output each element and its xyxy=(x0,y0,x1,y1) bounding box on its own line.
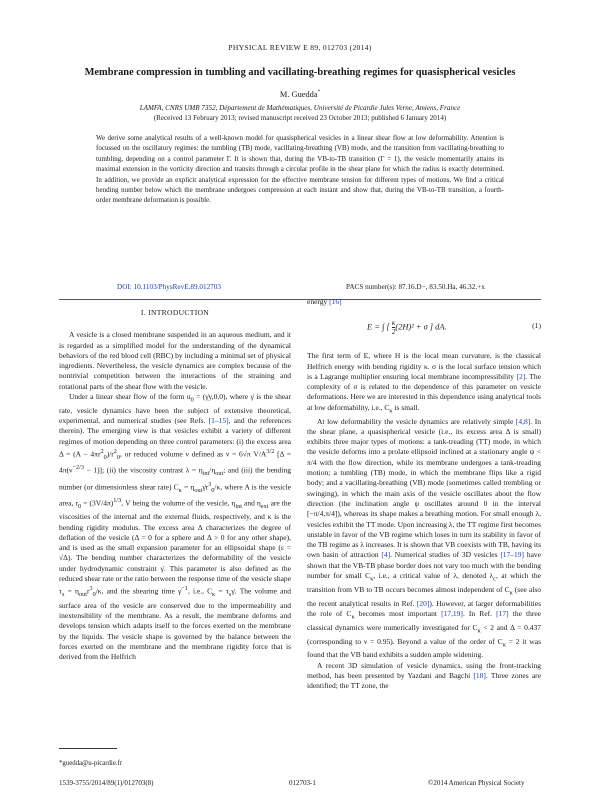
citation-link[interactable]: [17] xyxy=(496,608,509,618)
intro-paragraph-2: Under a linear shear flow of the form $u_0$ = (γ̇y,0,0), where γ̇ is the shear rate, vesicle dynamics have been the subject of extensive theoretical, experimental, and numerical studies (see Refs. [1–15], and the references therein). The emerging view is that vesicles exhibit a variety of different regimes of motion depending on three control parameters: (i) the excess area $\Delta = (A - 4\pi r^2_0)/r^2_0$, or reduced volume ν defined as ν = 6√π $V/A^{3/2}$ $[\Delta = 4\pi(\nu^{-2/3} - 1)]$; (ii) the viscosity contrast $\lambda = \eta_{int}/\eta_{out}$; and (iii) the bending number (or dimensionless shear rate) $C_\kappa$ = $\eta_{out}\gammȧr^3_0/\kappa$, where A is the vesicle area, $r_0 = (3V/4\pi)^{1/3}$, V being the volume of the vesicle, $\eta_{int}$ and $\eta_{ext}$ are the viscosities of the internal and the external fluids, respectively, and κ is the bending rigidity modulus. The excess area Δ characterizes the degree of deflation of the vesicle (Δ = 0 for a sphere and Δ > 0 for any other shape), and is used as the small expansion parameter for an ellipsoidal shape (ε = √Δ). The bending number characterizes the deformability of the vesicle under hydrodynamic constraint γ̇. This parameter is also defined as the reduced shear rate or the ratio between the response time of the vesicle shape $\tau_s = \eta_{out}r^3_0/\kappa$, and the shearing time γ̇$^{-1}$, i.e., $C_\kappa$ = $\tau_s\gammȧ$. The volume and surface area of the vesicle are conserved due to the impermeability and inextensibility of the membrane. As a result, the membrane deforms and develops tension which adapts itself to the forces exerted on the membrane by the liquids. The vesicle shape is governed by the balance between the forces exerted on the membrane and the membrane rigidity force that is derived from the Helfrich xyxy=(59,392,292,662)
equation-body: E = ∫ [ $\frac{\kappa}{2}$ (2H)² + σ ] dA. xyxy=(367,318,447,337)
citation-link[interactable]: [17,19] xyxy=(441,608,463,618)
received-dates: (Received 13 February 2013; revised manuscript received 23 October 2013; published 6 January 2014) xyxy=(153,114,447,122)
citation-link[interactable]: [4,8] xyxy=(515,416,531,426)
right-paragraph-2: At low deformability the vesicle dynamics are relatively simple [4,8]. In the shear plane, a quasispherical vesicle (i.e., its excess area Δ is small) exhibits three major types of motions: a tank-treading (TT) mode, in which the vesicle deforms into a prolate ellipsoid inclined at a stationary angle ψ < π/4 with the flow direction, while its membrane undergoes a tank-treading motion; a tumbling (TB) mode, in which the membrane flips like a rigid body; and a vacillating-breathing (VB) mode (sometimes called trembling or swinging), in which the main axis of the vesicle oscillates about the flow direction (the inclination angle ψ oscillates around 0 in the interval [−π/4,π/4]), whereas its shape makes a breathing motion. For small enough λ, vesicles exhibit the TT mode. Upon increasing λ, the TT regime first becomes unstable in favor of the VB regime which loses in turn its stability in favor of the TB regime as λ increases. It is shown that VB coexists with TB, having its own basin of attraction [4]. Numerical studies of 3D vesicles [17–19] have shown that the VB-TB phase border does not vary too much with the bending number for small $C_\kappa$, i.e., a critical value of λ, denoted $\lambda_c$, at which the transition from VB to TB occurs becomes almost independent of $C_\kappa$ (see also the recent analytical results in Ref. [20]). However, at larger deformabilities the role of $C_\kappa$ becomes most important [17,19]. In Ref. [17] the three classical dynamics were numerically investigated for $C_\kappa < 2$ and Δ = 0.437 (corresponding to ν = 0.95). Beyond a value of the order of $C_\kappa = 2$ it was found that the VB band exhibits a sudden ample widening. xyxy=(307,416,542,660)
doi-link[interactable]: DOI: 10.1103/PhysRevE.89.012703 xyxy=(117,283,221,291)
citation-link[interactable]: [17–19] xyxy=(500,550,525,560)
citation-link[interactable]: [1–15] xyxy=(208,416,229,426)
citation-link[interactable]: [2] xyxy=(516,371,526,381)
page-number: 012703-1 xyxy=(289,779,316,787)
author-email-footnote: *guedda@u-picardie.fr xyxy=(59,760,123,767)
right-column xyxy=(307,297,541,692)
equation-number: (1) xyxy=(532,321,541,331)
pacs-numbers: PACS number(s): 87.16.D−, 83.50.Ha, 46.32.+x xyxy=(346,283,485,291)
footnote-divider xyxy=(59,748,117,749)
citation-link[interactable]: [16] xyxy=(329,297,342,306)
energy-intro: energy [16] xyxy=(307,297,342,306)
citation-link[interactable]: [20] xyxy=(416,598,430,608)
author xyxy=(0,90,600,99)
paper-title: Membrane compression in tumbling and vacillating-breathing regimes for quasispherical vesicles xyxy=(84,67,516,78)
section-heading: I. INTRODUCTION xyxy=(140,308,210,317)
citation-link[interactable]: [4] xyxy=(381,550,391,560)
journal-header: PHYSICAL REVIEW E 89, 012703 (2014) xyxy=(228,43,372,52)
issn-code: 1539-3755/2014/89(1)/012703(8) xyxy=(59,779,154,787)
equation-1 xyxy=(307,309,541,347)
right-paragraph-1: The first term of E, where H is the local mean curvature, is the classical Helfrich energy with bending rigidity κ. σ is the local surface tension which is a Lagrange multiplier ensuring local membrane incompressibility [2]. The complexity of σ is related to the dependence of this parameter on vesicle deformations. Here we are interested in this dependence using analytical tools at low deformability, i.e., $C_\kappa$ is small. xyxy=(307,351,541,415)
citation-link[interactable]: [18] xyxy=(473,670,486,680)
intro-paragraph-1: A vesicle is a closed membrane suspended in an aqueous medium, and it is regarded as a simplified model for the understanding of the dynamical behaviors of the red blood cell (RBC) by including a minimal set of physical ingredients. Nevertheless, the vesicle dynamics are complex because of the nontrivial competition between the interactions of the straining and rotational parts of the shear flow with the vesicle. xyxy=(59,330,291,391)
affiliation: LAMFA, CNRS UMR 7352, Département de Mathématiques, Université de Picardie Jules Verne, Amiens, France xyxy=(139,104,461,112)
author-name: M. Guedda xyxy=(279,90,318,99)
author-footnote-mark: * xyxy=(317,90,321,96)
right-paragraph-3: A recent 3D simulation of vesicle dynamics, using the front-tracking method, has been presented by Yazdani and Bagchi [18]. Three zones are identified; the TT zone, the xyxy=(307,660,541,691)
abstract: We derive some analytical results of a well-known model for quasispherical vesicles in a linear shear flow at low deformability. Attention is focussed on the oscillatory regimes: the tumbling (TB) mode, vacillating-breathing (VB) mode, and the transition from vacillating-breathing to tumbling, depending on a control parameter Γ. It is shown that, during the VB-to-TB transition (Γ = 1), the vesicle momentarily attains its maximal extension in the vorticity direction and transits through a circular profile in the shear plane for which the radius is exactly determined. In addition, we provide an explicit analytical expression for the effective membrane tension for different types of motions. We find a critical bending number below which the membrane undergoes compression at each instant and show that, during the VB-to-TB transition, a fourth-order membrane deformation is possible. xyxy=(96,134,504,205)
copyright: ©2014 American Physical Society xyxy=(428,779,525,787)
left-column xyxy=(59,308,291,662)
